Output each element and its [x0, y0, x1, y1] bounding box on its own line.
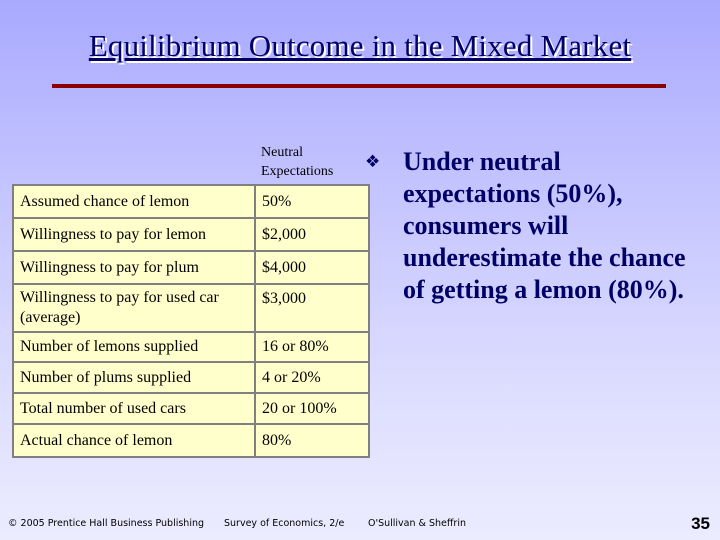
row-value: 50%	[255, 185, 369, 218]
table-row	[13, 393, 369, 424]
expectations-table	[12, 140, 370, 458]
row-label: Assumed chance of lemon	[13, 185, 255, 218]
row-label: Actual chance of lemon	[13, 424, 255, 457]
table-row	[13, 218, 369, 251]
table-row	[13, 284, 369, 332]
diamond-bullet-icon: ❖	[365, 152, 381, 172]
table-row	[13, 424, 369, 457]
footer-book: Survey of Economics, 2/e	[224, 518, 345, 529]
row-value: 80%	[255, 424, 369, 457]
row-value: 16 or 80%	[255, 332, 369, 362]
page-number: 35	[691, 514, 710, 533]
table-header-row	[13, 140, 369, 185]
slide-title: Equilibrium Outcome in the Mixed Market	[88, 28, 632, 63]
row-value: $4,000	[255, 251, 369, 284]
table-row	[13, 185, 369, 218]
table-row	[13, 251, 369, 284]
title-divider	[52, 84, 666, 88]
footer-authors: O'Sullivan & Sheffrin	[368, 518, 466, 529]
row-label: Number of plums supplied	[13, 362, 255, 393]
row-value: $2,000	[255, 218, 369, 251]
table-row	[13, 362, 369, 393]
row-value: $3,000	[255, 284, 369, 332]
footer-publisher: © 2005 Prentice Hall Business Publishing	[8, 518, 205, 529]
row-value: 20 or 100%	[255, 393, 369, 424]
header-empty-cell	[13, 140, 255, 185]
table-row	[13, 332, 369, 362]
row-label: Total number of used cars	[13, 393, 255, 424]
row-label: Willingness to pay for lemon	[13, 218, 255, 251]
row-value: 4 or 20%	[255, 362, 369, 393]
row-label: Number of lemons supplied	[13, 332, 255, 362]
column-header-neutral: Neutral Expectations	[261, 145, 334, 179]
row-label: Willingness to pay for plum	[13, 251, 255, 284]
bullet-text: Under neutral expectations (50%), consumers will underestimate the chance of getting a lemon (80%).	[403, 147, 686, 304]
row-label: Willingness to pay for used car (average)	[13, 284, 255, 332]
